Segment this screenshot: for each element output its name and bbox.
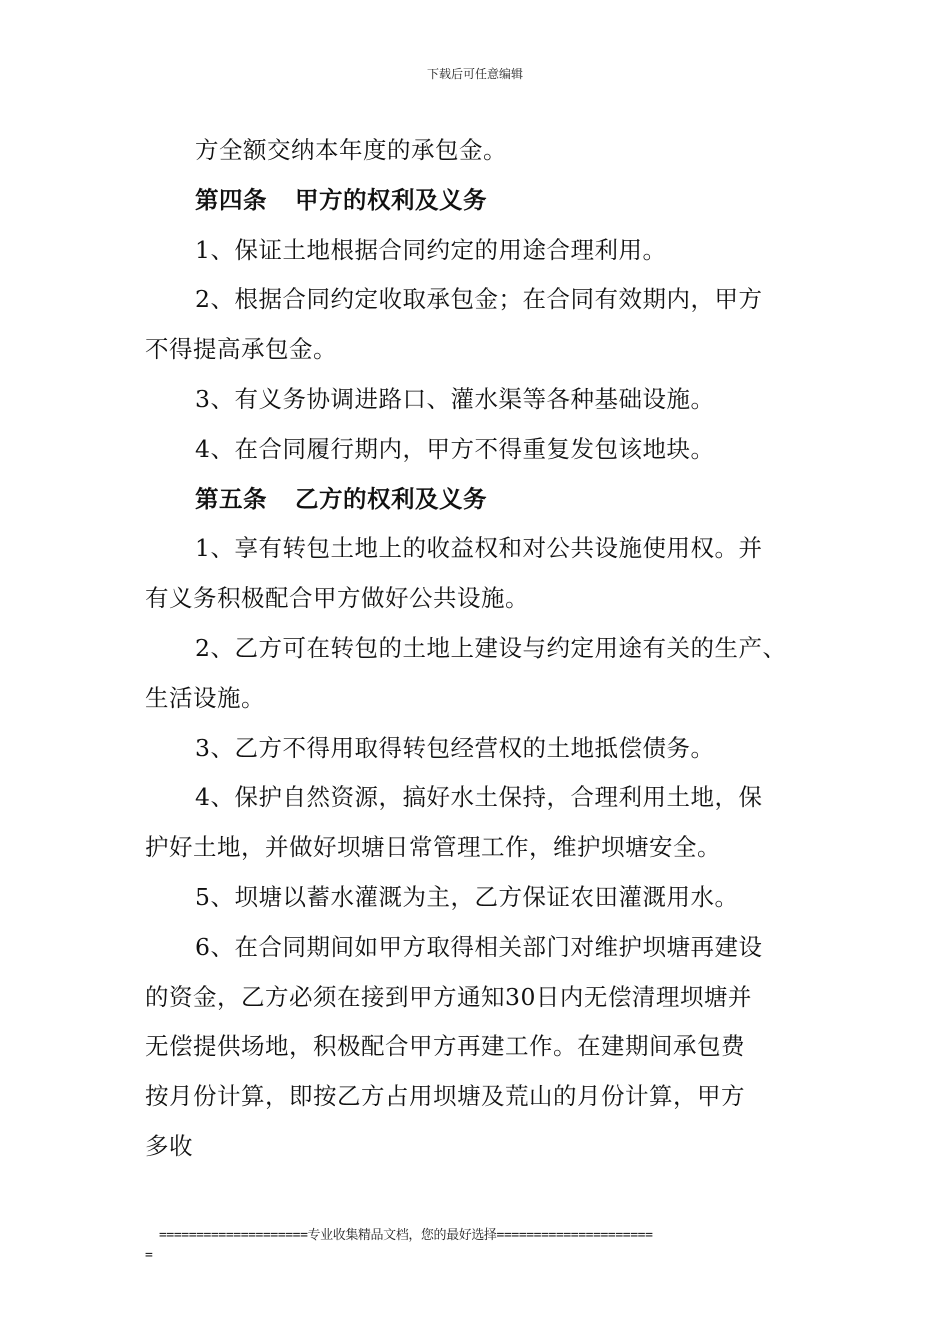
paragraph-line: 有义务积极配合甲方做好公共设施。: [145, 584, 529, 613]
paragraph-line: 1、享有转包土地上的收益权和对公共设施使用权。并: [195, 534, 763, 563]
page-header: 下载后可任意编辑: [426, 67, 523, 81]
paragraph-line: 多收: [145, 1131, 193, 1160]
article-number: 第四条: [195, 185, 267, 214]
paragraph-line: 3、有义务协调进路口、灌水渠等各种基础设施。: [195, 384, 715, 413]
paragraph-line: 方全额交纳本年度的承包金。: [195, 136, 507, 164]
article-5-heading: [145, 475, 810, 525]
paragraph-line: 4、在合同履行期内，甲方不得重复发包该地块。: [195, 434, 715, 463]
paragraph-line: 3、乙方不得用取得转包经营权的土地抵偿债务。: [195, 733, 715, 762]
page-footer: [145, 1226, 815, 1266]
article-4-heading: [145, 176, 810, 226]
paragraph-line: 无偿提供场地，积极配合甲方再建工作。在建期间承包费: [145, 1032, 745, 1061]
footer-banner-overflow: =: [145, 1248, 153, 1263]
paragraph-line: 生活设施。: [145, 683, 265, 712]
article-title: 甲方的权利及义务: [295, 185, 487, 214]
paragraph-line: 5、坝塘以蓄水灌溉为主，乙方保证农田灌溉用水。: [195, 882, 739, 911]
document-body: [145, 126, 810, 1172]
paragraph-line: 6、在合同期间如甲方取得相关部门对维护坝塘再建设: [195, 932, 763, 961]
paragraph-line: 1、保证土地根据合同约定的用途合理利用。: [195, 235, 667, 264]
paragraph-line: 护好土地，并做好坝塘日常管理工作，维护坝塘安全。: [145, 833, 721, 862]
paragraph-line: 2、乙方可在转包的土地上建设与约定用途有关的生产、: [195, 633, 787, 662]
article-title: 乙方的权利及义务: [295, 484, 487, 513]
paragraph-line: 不得提高承包金。: [145, 335, 337, 364]
paragraph-line: 按月份计算，即按乙方占用坝塘及荒山的月份计算，甲方: [145, 1082, 745, 1111]
article-number: 第五条: [195, 484, 267, 513]
paragraph-line: 的资金，乙方必须在接到甲方通知30日内无偿清理坝塘并: [145, 982, 752, 1011]
paragraph-line: 4、保护自然资源，搞好水土保持，合理利用土地，保: [195, 783, 763, 812]
paragraph-line: 2、根据合同约定收取承包金；在合同有效期内，甲方: [195, 285, 763, 314]
footer-banner: ====================专业收集精品文档，您的最好选择=====================: [159, 1228, 653, 1243]
